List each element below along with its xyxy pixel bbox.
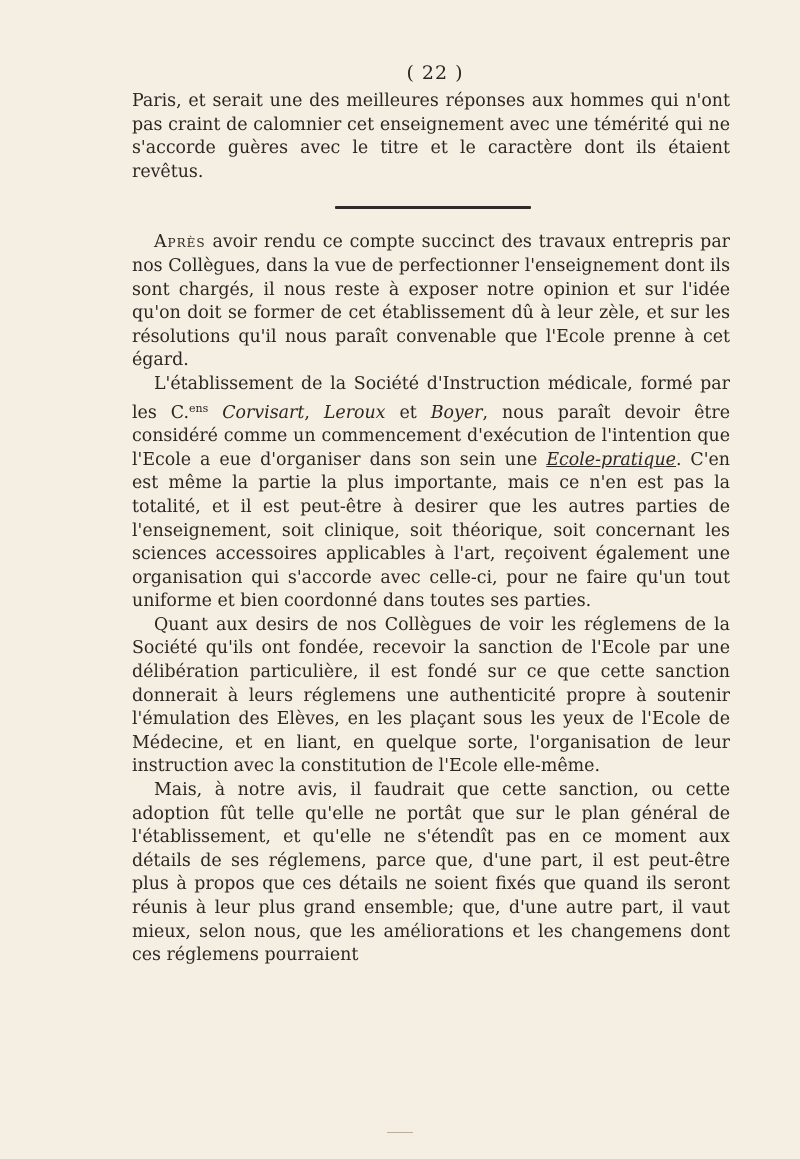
paragraph-2-text-c: ,	[304, 402, 324, 423]
ecole-pratique-term: Ecole-pratique	[546, 449, 676, 470]
name-leroux: Leroux	[323, 402, 386, 423]
paragraph-2	[132, 373, 730, 614]
paragraph-2-text-f: . C'en est même la partie la plus importante, mais ce n'en est pas la totalité, et il est peut-être à desirer que les autres parties de l'enseignement, soit clinique, soit théorique, soit concernant les sciences accessoires applicables à l'art, reçoivent également une organisation qui s'accorde avec celle-ci, pour ne faire qu'un tout uniforme et bien coordonné dans toutes ses parties.	[132, 449, 731, 612]
lead-word: Après	[154, 232, 206, 253]
paragraph-1	[132, 231, 730, 373]
paragraph-1-text: avoir rendu ce compte succinct des travaux entrepris par nos Collègues, dans la vue de perfectionner l'enseignement dont ils sont chargés, il nous reste à exposer notre opinion et sur l'idée qu'on doit se former de cet établissement dû à leur zèle, et sur les résolutions qu'il nous paraît convenable que l'Ecole prenne à cet égard.	[132, 232, 730, 371]
intro-paragraph: Paris, et serait une des meilleures réponses aux hommes qui n'ont pas craint de calomnier cet enseignement avec une témérité qui ne s'accorde guères avec le titre et le caractère dont ils étaient revêtus.	[132, 91, 730, 182]
paragraph-2-text-e: , nous paraît devoir être considéré comme un commencement d'exécution de l'intention que l'Ecole a eue d'organiser dans son sein une	[132, 402, 730, 470]
page-number: ( 22 )	[406, 62, 464, 84]
paragraph-4: Mais, à notre avis, il faudrait que cette sanction, ou cette adoption fût telle qu'elle ne portât que sur le plan général de l'établissement, et qu'elle ne s'étendît pas en ce moment aux détails de ses réglemens, parce que, d'une part, il est peut-être plus à propos que ces détails ne soient fixés que quand ils seront réunis à leur plus grand ensemble; que, d'une autre part, il vaut mieux, selon nous, que les améliorations et les changemens dont ces réglemens pourraient	[132, 780, 730, 966]
section-divider	[335, 206, 531, 209]
name-boyer: Boyer	[430, 402, 483, 423]
name-corvisart: Corvisart	[222, 402, 305, 423]
paragraph-2-text-d: et	[385, 402, 431, 423]
superscript: ens	[189, 401, 209, 415]
paragraph-3: Quant aux desirs de nos Collègues de voir les réglemens de la Société qu'ils ont fondée, recevoir la sanction de l'Ecole par une délibération particulière, il est fondé sur ce que cette sanction donnerait à leurs réglemens une authenticité propre à soutenir l'émulation des Elèves, en les plaçant sous les yeux de l'Ecole de Médecine, et en liant, en quelque sorte, l'organisation de leur instruction avec la constitution de l'Ecole elle-même.	[132, 614, 730, 777]
paragraph-2-text-b	[208, 403, 222, 423]
bottom-mark	[387, 1132, 413, 1133]
paragraph-2-text-a: L'établissement de la Société d'Instruction médicale, formé par les C.	[132, 373, 730, 423]
